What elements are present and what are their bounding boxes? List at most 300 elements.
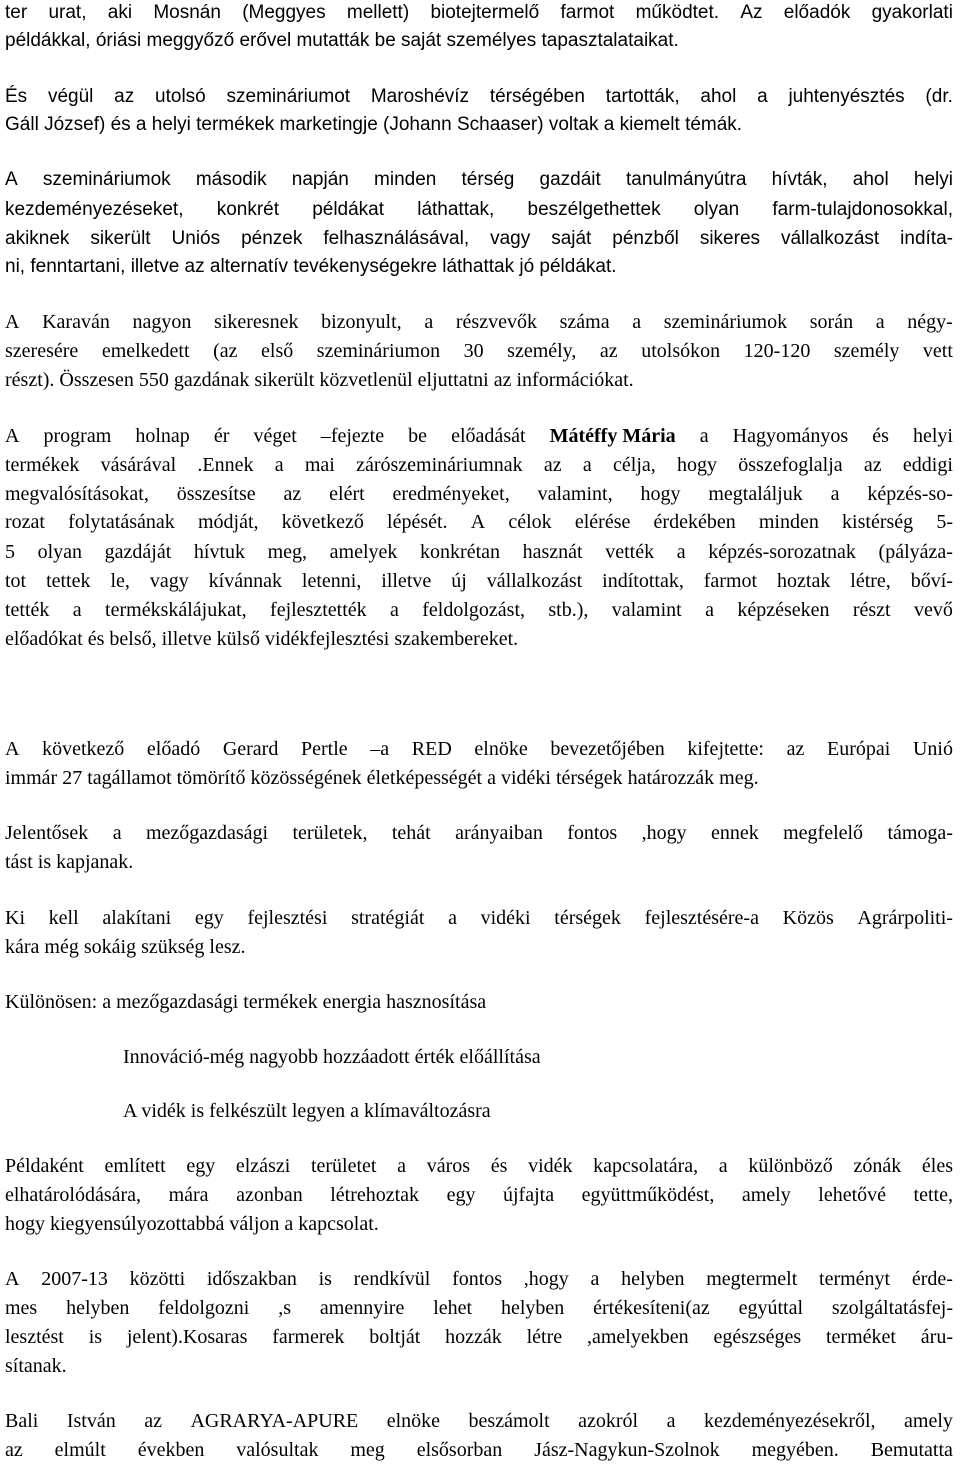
word: kistérség	[842, 511, 914, 533]
word: Közös	[782, 907, 834, 929]
text-line	[5, 198, 953, 222]
word: sikeres	[699, 228, 761, 249]
text-segment: részt). Összesen 550 gazdának sikerült közvetlenül eljuttatni az információkat.	[5, 369, 634, 391]
word: szemináriumon	[316, 340, 441, 362]
word: lépését.	[387, 511, 448, 533]
word: négy-	[907, 311, 953, 333]
word: szeresére	[5, 340, 79, 362]
text-line	[5, 310, 953, 334]
word: Unió	[912, 738, 953, 760]
word: fontos	[567, 822, 618, 844]
word: fontos	[452, 1268, 503, 1290]
word: években	[137, 1439, 205, 1461]
word: Jelentősek	[5, 822, 89, 844]
text-line	[5, 1183, 953, 1207]
word: letenni,	[301, 570, 362, 592]
word: folytatásának	[68, 511, 175, 533]
word: ennek	[710, 822, 759, 844]
word: képzéseken	[737, 599, 830, 621]
word: hívtuk	[193, 541, 246, 563]
word: urat,	[48, 2, 87, 23]
word: kifejtette:	[687, 738, 764, 760]
text-line	[5, 1354, 67, 1378]
text-segment: A vidék is felkészült legyen a klímaváltozásra	[123, 1100, 491, 1122]
word: beszélgethettek	[527, 199, 661, 220]
word: bevezetőjében	[550, 738, 665, 760]
word: minden	[374, 169, 437, 190]
word: ahol	[852, 169, 889, 190]
word: is	[318, 1268, 332, 1290]
word: fejlesztették	[270, 599, 367, 621]
word: helyben	[621, 1268, 685, 1290]
word: szemináriumok	[663, 311, 788, 333]
word: mellett)	[346, 2, 410, 23]
word: Pertle	[300, 738, 348, 760]
word: egy	[186, 1155, 216, 1177]
word: Mosnán	[153, 2, 221, 23]
text-line	[5, 1267, 953, 1291]
word: A	[5, 1268, 20, 1290]
word: sikerült	[90, 228, 151, 249]
word: farmot	[560, 2, 615, 23]
word: a	[676, 541, 686, 563]
word: hozzák	[445, 1326, 502, 1348]
word: Karaván	[42, 311, 110, 333]
word: a	[666, 1410, 676, 1432]
word: megtaláljuk	[708, 483, 803, 505]
word: helyben	[66, 1297, 130, 1319]
word: valósultak	[236, 1439, 319, 1461]
text-line	[5, 766, 759, 790]
word: RED	[411, 738, 452, 760]
word: képzés-sorozatnak	[708, 541, 856, 563]
word: Maroshévíz	[370, 86, 470, 107]
word: működtet.	[635, 2, 720, 23]
word: különböző	[748, 1155, 833, 1177]
word: amennyire	[319, 1297, 405, 1319]
word: zárószemináriumnak	[356, 454, 523, 476]
word: összesítse	[176, 483, 256, 505]
word: megyében.	[751, 1439, 839, 1461]
word: elzászi	[235, 1155, 291, 1177]
text-segment: példákkal, óriási meggyőző erővel mutatták be saját személyes tapasztalataikat.	[5, 30, 679, 51]
word: helyi	[913, 425, 953, 447]
word: elnöke	[474, 738, 528, 760]
word: elmúlt	[54, 1439, 106, 1461]
word: mai	[304, 454, 335, 476]
word: a	[424, 311, 434, 333]
speaker-name: Mátéffy Mária	[549, 425, 676, 447]
word: kapcsolatára,	[593, 1155, 699, 1177]
word: amelyek	[329, 541, 398, 563]
word: az	[543, 454, 562, 476]
word: részt	[852, 599, 891, 621]
text-line	[5, 424, 953, 448]
word: feldolgozást,	[422, 599, 526, 621]
word: is	[88, 1326, 103, 1348]
word: lehet	[433, 1297, 473, 1319]
word: pénzek	[241, 228, 303, 249]
word: vagy	[490, 228, 531, 249]
word: pénzből	[612, 228, 679, 249]
word: egy	[446, 1184, 476, 1206]
word: területek,	[292, 822, 368, 844]
word: rendkívül	[353, 1268, 431, 1290]
word: aki	[107, 2, 133, 23]
word: a	[582, 454, 592, 476]
word: lehetővé	[818, 1184, 887, 1206]
word: Uniós	[171, 228, 221, 249]
word: Példaként	[5, 1155, 84, 1177]
word: a	[757, 86, 768, 107]
word: saját	[551, 228, 592, 249]
word: nagyon	[132, 311, 192, 333]
word: a	[830, 483, 840, 505]
word: a	[112, 822, 122, 844]
word: Gerard	[222, 738, 279, 760]
word: részvevők	[455, 311, 537, 333]
word: célok	[508, 511, 552, 533]
word: együttműködést,	[581, 1184, 715, 1206]
word: jelent).Kosaras	[126, 1326, 248, 1348]
word: a	[705, 599, 714, 621]
word: az	[283, 483, 302, 505]
text-line	[5, 368, 634, 392]
word: valamint	[611, 599, 682, 621]
word: farm-tulajdonosokkal,	[772, 199, 953, 220]
word: térség	[461, 169, 515, 190]
word: stratégiát	[351, 907, 425, 929]
word: boltját	[369, 1326, 421, 1348]
word: előadók	[783, 2, 851, 23]
word: elérése	[574, 511, 631, 533]
word: .Ennek	[197, 454, 254, 476]
word: elsősorban	[416, 1439, 503, 1461]
text-line	[5, 540, 953, 564]
text-line	[5, 168, 953, 192]
word: vállalkozást	[486, 570, 583, 592]
word: elhatárolódására,	[5, 1184, 142, 1206]
word: vidék	[528, 1155, 573, 1177]
word: a	[699, 425, 709, 447]
word: támoga-	[887, 822, 953, 844]
word: És	[5, 86, 28, 107]
word: utolsókon	[641, 340, 721, 362]
text-line	[5, 1438, 953, 1462]
word: fejlesztésére-a	[644, 907, 759, 929]
word: stb.),	[548, 599, 589, 621]
word: tanulmányútra	[626, 169, 747, 190]
word: megtermelt	[706, 1268, 798, 1290]
word: (pályáza-	[878, 541, 953, 563]
word: A	[5, 169, 18, 190]
word: a	[590, 1268, 600, 1290]
word: ér	[213, 425, 230, 447]
word: A	[470, 511, 486, 533]
word: fejlesztési	[247, 907, 328, 929]
word: gazdáit	[539, 169, 601, 190]
word: a	[718, 1155, 728, 1177]
word: egy	[194, 907, 224, 929]
word: az	[863, 454, 882, 476]
word: közötti	[129, 1268, 186, 1290]
word: –a	[370, 738, 390, 760]
word: István	[66, 1410, 116, 1432]
word: mes	[5, 1297, 38, 1319]
word: a	[72, 599, 82, 621]
text-segment: kára még sokáig szükség lesz.	[5, 936, 246, 958]
word: ter	[5, 2, 28, 23]
text-segment: Gáll József) és a helyi termékek marketingje (Johann Schaaser) voltak a kiemelt témák.	[5, 114, 743, 135]
word: és	[872, 425, 889, 447]
word: következő	[42, 738, 125, 760]
word: alakítani	[102, 907, 172, 929]
word: biotejtermelő	[430, 2, 540, 23]
word: A	[5, 425, 20, 447]
word: hogy	[640, 483, 681, 505]
text-segment: immár 27 tagállamot tömörítő közösségének életképességét a vidéki térségek határozzák meg.	[5, 767, 759, 789]
word: gazdáját	[104, 541, 172, 563]
word: kezdeményezésekről,	[703, 1410, 876, 1432]
word: a	[397, 1155, 407, 1177]
word: napján	[291, 169, 349, 190]
word: területet	[310, 1155, 377, 1177]
text-line	[5, 821, 953, 845]
word: a	[875, 311, 885, 333]
word: a	[390, 599, 399, 621]
word: vagy	[149, 570, 189, 592]
word: ,s	[278, 1297, 292, 1319]
word: véget	[253, 425, 297, 447]
word: amely	[741, 1184, 791, 1206]
text-line	[5, 990, 486, 1014]
word: vidéki	[480, 907, 531, 929]
word: időszakban	[206, 1268, 297, 1290]
word: Agrárpoliti-	[857, 907, 953, 929]
word: ,hogy	[641, 822, 687, 844]
word: vállalkozást	[780, 228, 880, 249]
word: újfajta	[502, 1184, 555, 1206]
word: Bali	[5, 1410, 39, 1432]
word: száma	[559, 311, 610, 333]
word: vásárával	[100, 454, 177, 476]
word: megfelelő	[783, 822, 864, 844]
word: során	[809, 311, 854, 333]
word: gyakorlati	[871, 2, 953, 23]
word: eddigi	[902, 454, 953, 476]
word: 30	[463, 340, 484, 362]
word: –fejezte	[320, 425, 385, 447]
word: elért	[329, 483, 365, 505]
text-line	[5, 227, 953, 251]
word: indíta-	[900, 228, 953, 249]
word: személy,	[507, 340, 577, 362]
word: az	[5, 1439, 23, 1461]
word: sikeresnek	[214, 311, 299, 333]
word: szolgáltatásfej-	[831, 1297, 953, 1319]
word: Európai	[827, 738, 891, 760]
word: be	[408, 425, 428, 447]
word: vevő	[913, 599, 953, 621]
text-segment: ni, fenntartani, illetve az alternatív tevékenységekre láthattak jó példákat.	[5, 256, 617, 277]
text-line	[5, 1325, 953, 1349]
text-line	[5, 737, 953, 761]
word: érdekében	[653, 511, 736, 533]
word: a	[274, 454, 284, 476]
text-line	[5, 569, 953, 593]
text-line	[5, 453, 953, 477]
text-line	[5, 1409, 953, 1433]
word: termékskálájukat,	[105, 599, 247, 621]
word: Ki	[5, 907, 25, 929]
word: valamint,	[537, 483, 613, 505]
word: mezőgazdasági	[145, 822, 269, 844]
word: konkrétan	[420, 541, 501, 563]
word: új	[451, 570, 467, 592]
word: tette,	[913, 1184, 953, 1206]
word: szemináriumok	[42, 169, 171, 190]
word: (Meggyes	[242, 2, 326, 23]
text-line	[5, 627, 518, 651]
word: tettek	[46, 570, 91, 592]
word: holnap	[135, 425, 190, 447]
text-line	[5, 85, 953, 109]
text-segment: hogy kiegyensúlyozottabbá váljon a kapcsolat.	[5, 1213, 379, 1235]
word: az	[599, 340, 618, 362]
word: 120-120	[743, 340, 811, 362]
word: azokról	[578, 1410, 639, 1432]
word: farmot	[703, 570, 758, 592]
word: azonban	[236, 1184, 303, 1206]
word: 5	[5, 541, 15, 563]
word: a	[448, 907, 457, 929]
word: elnöke	[386, 1410, 441, 1432]
text-line	[5, 935, 245, 959]
word: AGRARYA-APURE	[190, 1410, 359, 1432]
word: olyan	[693, 199, 740, 220]
word: rozat	[5, 511, 45, 533]
word: arányaiban	[455, 822, 543, 844]
word: A	[5, 738, 20, 760]
word: második	[195, 169, 267, 190]
word: végül	[47, 86, 94, 107]
word: emelkedett	[101, 340, 190, 362]
word: farmerek	[272, 1326, 345, 1348]
word: vett	[922, 340, 953, 362]
text-line	[5, 1154, 953, 1178]
word: mára	[168, 1184, 209, 1206]
word: kívánnak	[208, 570, 282, 592]
text-line	[5, 255, 617, 279]
text-line	[5, 482, 953, 506]
text-line	[123, 1099, 491, 1123]
word: konkrét	[216, 199, 279, 220]
word: hívták,	[771, 169, 828, 190]
word: indítottak,	[602, 570, 684, 592]
word: éles	[921, 1155, 953, 1177]
text-segment: tást is kapjanak.	[5, 851, 134, 873]
word: olyan	[37, 541, 83, 563]
word: ahol	[700, 86, 737, 107]
word: előadását	[451, 425, 526, 447]
word: helyben	[500, 1297, 565, 1319]
word: az	[786, 738, 805, 760]
word: következő	[281, 511, 364, 533]
text-line	[5, 1, 953, 25]
word: hasznát	[522, 541, 583, 563]
text-line	[123, 1045, 541, 1069]
word: a	[632, 311, 642, 333]
word: Az	[740, 2, 763, 23]
word: meg,	[267, 541, 308, 563]
word: egészséges	[713, 1326, 802, 1348]
word: érde-	[911, 1268, 953, 1290]
word: tehát	[391, 822, 431, 844]
text-line	[5, 598, 953, 622]
word: térségek	[554, 907, 621, 929]
word: (dr.	[925, 86, 953, 107]
text-line	[5, 1212, 379, 1236]
word: város	[426, 1155, 471, 1177]
word: utolsó	[155, 86, 206, 107]
word: megvalósításokat,	[5, 483, 149, 505]
word: akiknek	[5, 228, 70, 249]
word: áru-	[920, 1326, 953, 1348]
word: az	[144, 1410, 162, 1432]
text-segment: előadókat és belső, illetve külső vidékfejlesztési szakembereket.	[5, 628, 519, 650]
word: egyúttal	[738, 1297, 804, 1319]
word: 5-	[936, 511, 953, 533]
word: helyi	[913, 169, 953, 190]
word: minden	[758, 511, 819, 533]
word: juhtenyésztés	[788, 86, 905, 107]
text-segment: Különösen: a mezőgazdasági termékek energia hasznosítása	[5, 991, 487, 1013]
text-line	[5, 29, 679, 53]
word: zónák	[853, 1155, 902, 1177]
word: példákat	[312, 199, 385, 220]
word: (az	[213, 340, 238, 362]
text-segment: Innováció-még nagyobb hozzáadott érték előállítása	[123, 1046, 541, 1068]
word: említett	[104, 1155, 166, 1177]
word: ,amelyekben	[586, 1326, 689, 1348]
word: amely	[904, 1410, 953, 1432]
word: személy	[833, 340, 900, 362]
word: le,	[110, 570, 130, 592]
word: módját,	[197, 511, 259, 533]
word: célja,	[613, 454, 656, 476]
text-line	[5, 906, 953, 930]
word: terményt	[819, 1268, 891, 1290]
word: létre,	[850, 570, 891, 592]
word: képzés-so-	[867, 483, 953, 505]
word: kezdeményezéseket,	[5, 199, 184, 220]
word: terméket	[826, 1326, 896, 1348]
word: Bemutatta	[870, 1439, 953, 1461]
word: első	[261, 340, 294, 362]
word: Hagyományos	[732, 425, 849, 447]
word: A	[5, 311, 20, 333]
text-line	[5, 339, 953, 363]
word: térségében	[489, 86, 585, 107]
word: hogy	[677, 454, 718, 476]
text-line	[5, 850, 133, 874]
word: létrehoztak	[330, 1184, 420, 1206]
word: bőví-	[910, 570, 953, 592]
text-line	[5, 510, 953, 534]
word: bizonyult,	[321, 311, 402, 333]
word: szemináriumot	[226, 86, 351, 107]
word: létre	[526, 1326, 563, 1348]
